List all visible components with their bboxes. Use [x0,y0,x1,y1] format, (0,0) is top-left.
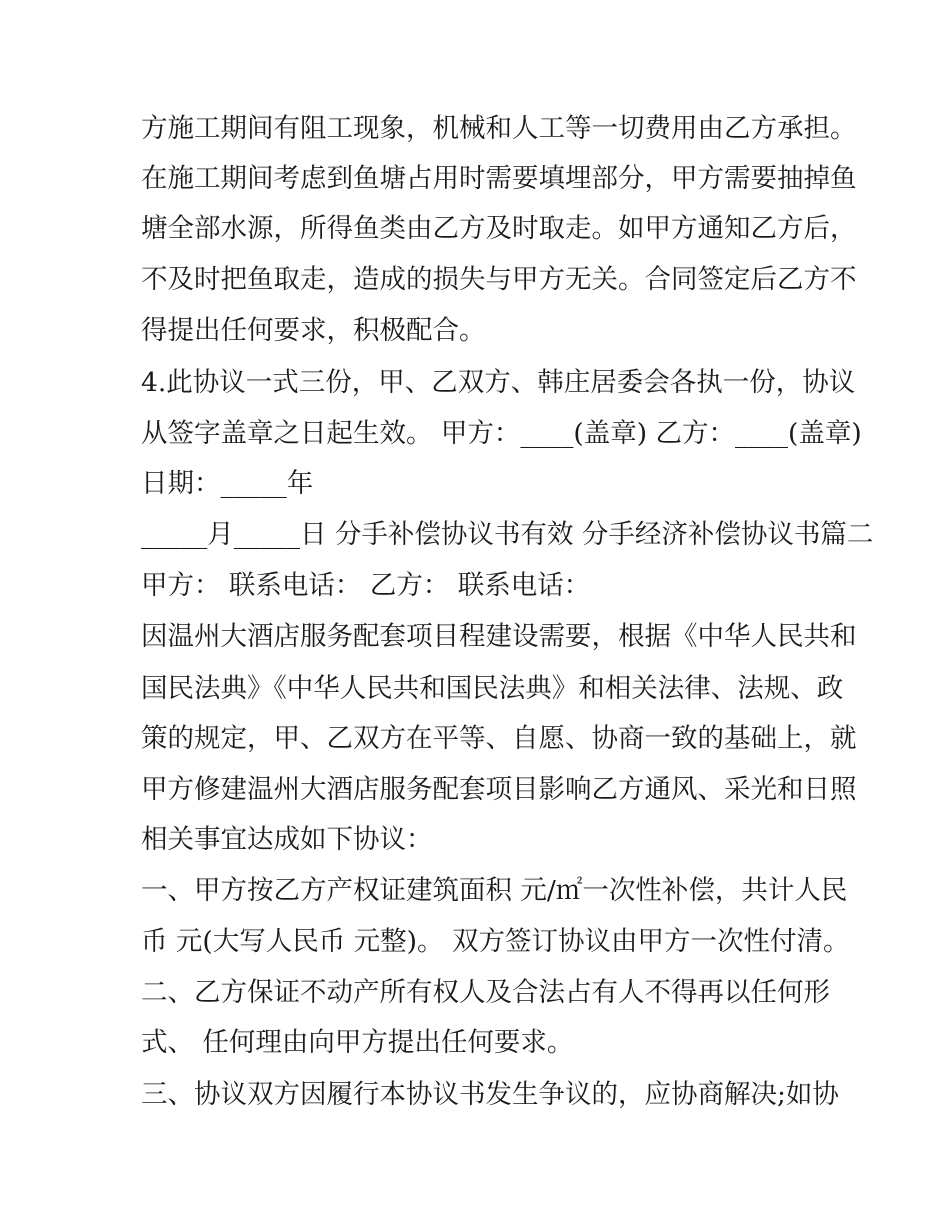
text-line-17: 币 元(大写人民币 元整)。 双方签订协议由甲方一次性付清。 [141,926,850,957]
text-line-18: 二、乙方保证不动产所有权人及合法占有人不得再以任何形 [141,977,830,1008]
text-line-4: 不及时把鱼取走，造成的损失与甲方无关。合同签定后乙方不 [141,264,857,295]
text-line-9: _____月_____日 分手补偿协议书有效 分手经济补偿协议书篇二 [141,519,874,550]
text-line-3: 塘全部水源，所得鱼类由乙方及时取走。如甲方通知乙方后， [141,213,857,244]
text-line-8: 日期：_____年 [141,468,314,499]
text-line-2: 在施工期间考虑到鱼塘占用时需要填埋部分，甲方需要抽掉鱼 [141,163,857,194]
text-line-20: 三、协议双方因履行本协议书发生争议的，应协商解决;如协 [141,1079,839,1110]
text-line-15: 相关事宜达成如下协议： [141,824,433,855]
text-line-10: 甲方： 联系电话： 乙方： 联系电话： [141,570,591,601]
text-line-14: 甲方修建温州大酒店服务配套项目影响乙方通风、采光和日照 [141,774,857,805]
text-line-19: 式、 任何理由向甲方提出任何要求。 [141,1027,574,1058]
text-line-6: 4.此协议一式三份，甲、乙双方、韩庄居委会各执一份，协议 [141,367,856,398]
text-line-1: 方施工期间有阻工现象，机械和人工等一切费用由乙方承担。 [141,113,857,144]
text-line-12: 国民法典》《中华人民共和国民法典》和相关法律、法规、政 [141,673,844,704]
text-line-16: 一、甲方按乙方产权证建筑面积 元/㎡一次性补偿，共计人民 [141,875,848,906]
text-line-7: 从签字盖章之日起生效。 甲方：____(盖章) 乙方：____(盖章) [141,418,862,449]
text-line-11: 因温州大酒店服务配套项目程建设需要，根据《中华人民共和 [141,621,857,652]
text-line-13: 策的规定，甲、乙双方在平等、自愿、协商一致的基础上，就 [141,723,857,754]
text-line-5: 得提出任何要求，积极配合。 [141,315,486,346]
